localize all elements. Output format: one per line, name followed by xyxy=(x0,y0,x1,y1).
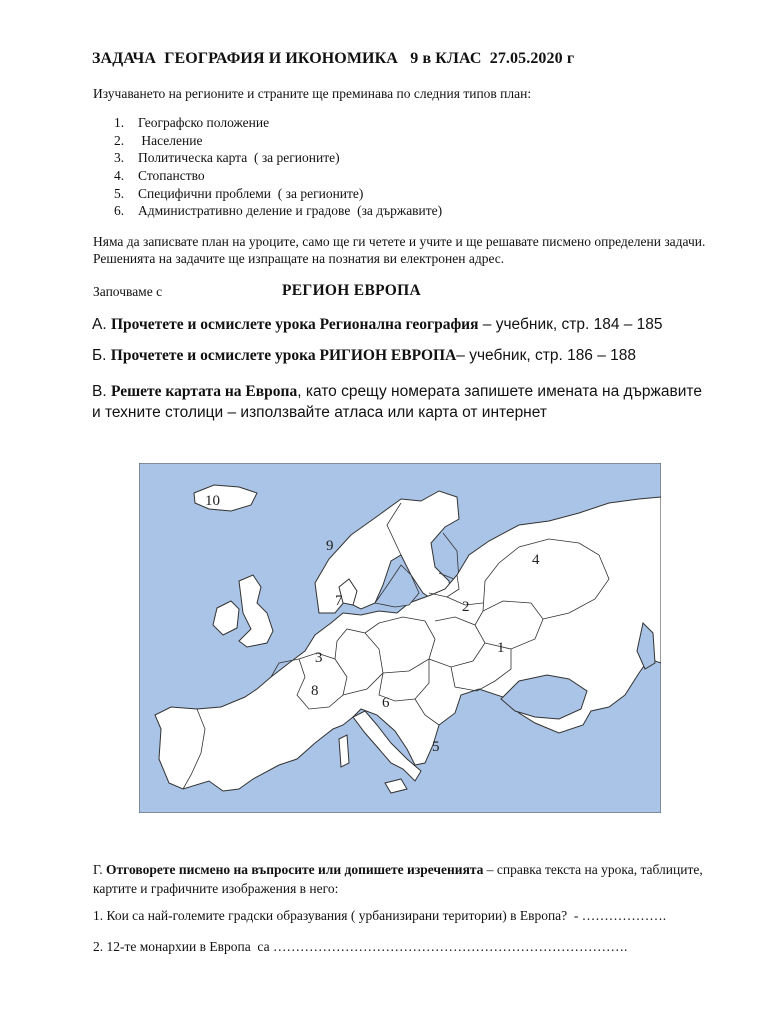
question-1: 1. Кои са най-големите градски образувания ( урбанизирани територии) в Европа? - ………………. xyxy=(93,908,667,923)
map-label-1: 1 xyxy=(497,640,505,656)
map-label-4: 4 xyxy=(532,552,540,568)
region-heading: РЕГИОН ЕВРОПА xyxy=(282,282,421,299)
start-label: Започваме с xyxy=(93,284,163,299)
list-item: 5. Специфични проблеми ( за регионите) xyxy=(114,185,364,201)
map-label-5: 5 xyxy=(432,739,440,755)
map-label-8: 8 xyxy=(311,683,319,699)
task-g: Г. Отговорете писмено на въпросите или допишете изреченията – справка текста на урока, таблиците, картите и графичните изображения в него: xyxy=(93,862,703,896)
map-label-9: 9 xyxy=(326,538,334,554)
map-label-6: 6 xyxy=(382,695,390,711)
map-label-2: 2 xyxy=(462,599,470,615)
europe-map xyxy=(139,463,661,813)
sardinia-shape xyxy=(339,735,349,767)
page-title: ЗАДАЧА ГЕОГРАФИЯ И ИКОНОМИКА 9 в КЛАС 27.05.2020 г xyxy=(92,50,575,67)
question-2: 2. 12-те монархии в Европа са ……………………………………………………………………. xyxy=(93,939,628,954)
map-label-3: 3 xyxy=(315,650,323,666)
task-v: В. Решете картата на Европа, като срещу номерата запишете имената на държавите и техните столици – използвайте атласа или карта от интернет xyxy=(92,383,702,421)
list-item: 2. Население xyxy=(114,132,203,148)
list-item: 4. Стопанство xyxy=(114,168,205,184)
map-label-10: 10 xyxy=(205,493,220,509)
map-label-7: 7 xyxy=(335,593,343,609)
plan-list xyxy=(92,114,442,220)
list-item: 6. Административно деление и градове (за държавите) xyxy=(114,203,443,219)
intro-text: Изучаването на регионите и страните ще преминава по следния типов план: xyxy=(93,86,532,101)
list-item: 1. Географско положение xyxy=(114,115,270,130)
list-item: 3. Политическа карта ( за регионите) xyxy=(114,150,340,166)
instructions-paragraph: Няма да записвате план на уроците, само ще ги четете и учите и ще решавате писмено определени задачи. Решенията на задачите ще изпращате на познатия ви електронен адрес. xyxy=(93,234,706,266)
task-a: А. Прочетете и осмислете урока Регионална география – учебник, стр. 184 – 185 xyxy=(92,316,663,333)
task-b: Б. Прочетете и осмислете урока РИГИОН ЕВРОПА– учебник, стр. 186 – 188 xyxy=(92,347,637,364)
